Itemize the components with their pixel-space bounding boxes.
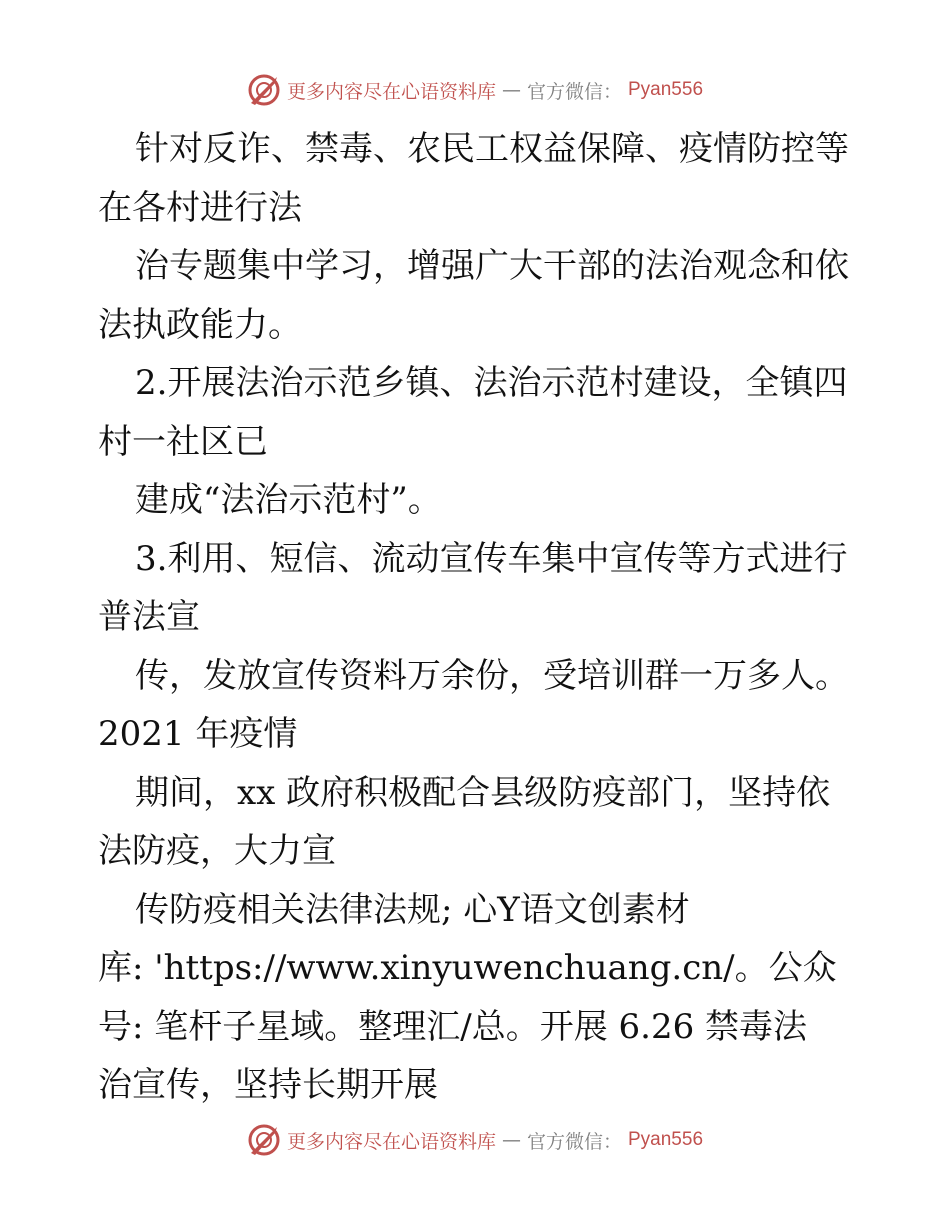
text-line: 法执政能力。: [98, 304, 302, 345]
footer-contact-id: Pyan556: [628, 1129, 704, 1150]
header-banner-text: 更多内容尽在心语资料库: [286, 80, 496, 103]
text-line: 期间，xx 政府积极配合县级防疫部门，坚持依: [135, 772, 831, 813]
text-line: 治宣传，坚持长期开展: [98, 1065, 438, 1105]
text-line: 号: 笔杆子星域。整理汇/总。开展 6.26 禁毒法: [98, 1006, 808, 1047]
text-line: 普法宣: [98, 597, 200, 637]
header-contact-id: Pyan556: [628, 79, 704, 100]
footer-banner-dash: —: [501, 1129, 521, 1151]
footer-banner-text: 更多内容尽在心语资料库: [286, 1130, 496, 1153]
text-line: 3.利用、短信、流动宣传车集中宣传等方式进行: [135, 538, 848, 579]
text-line: 传防疫相关法律法规; 心Y语文创素材: [135, 889, 690, 930]
header-banner: [0, 70, 950, 110]
footer-banner: [0, 1120, 950, 1160]
text-line: 村一社区已: [98, 421, 268, 462]
brand-logo-icon: [247, 73, 281, 107]
text-line: 库: 'https://www.xinyuwenchuang.cn/。公众: [98, 948, 837, 988]
body-text: [98, 120, 858, 1115]
text-line: 建成“法治示范村”。: [135, 480, 442, 520]
text-line: 治专题集中学习，增强广大干部的法治观念和依: [135, 246, 849, 286]
text-line: 法防疫，大力宣: [98, 831, 336, 871]
text-line: 2.开展法治示范乡镇、法治示范村建设，全镇四: [135, 363, 848, 403]
header-contact-label: 官方微信：: [526, 80, 622, 103]
header-banner-dash: —: [501, 79, 521, 101]
footer-contact-label: 官方微信：: [526, 1130, 622, 1153]
brand-logo-icon: [247, 1123, 281, 1157]
text-line: 2021 年疫情: [98, 714, 298, 754]
text-line: 针对反诈、禁毒、农民工权益保障、疫情防控等: [135, 129, 849, 169]
text-line: 在各村进行法: [98, 187, 302, 228]
text-line: 传，发放宣传资料万余份，受培训群一万多人。: [135, 655, 849, 696]
